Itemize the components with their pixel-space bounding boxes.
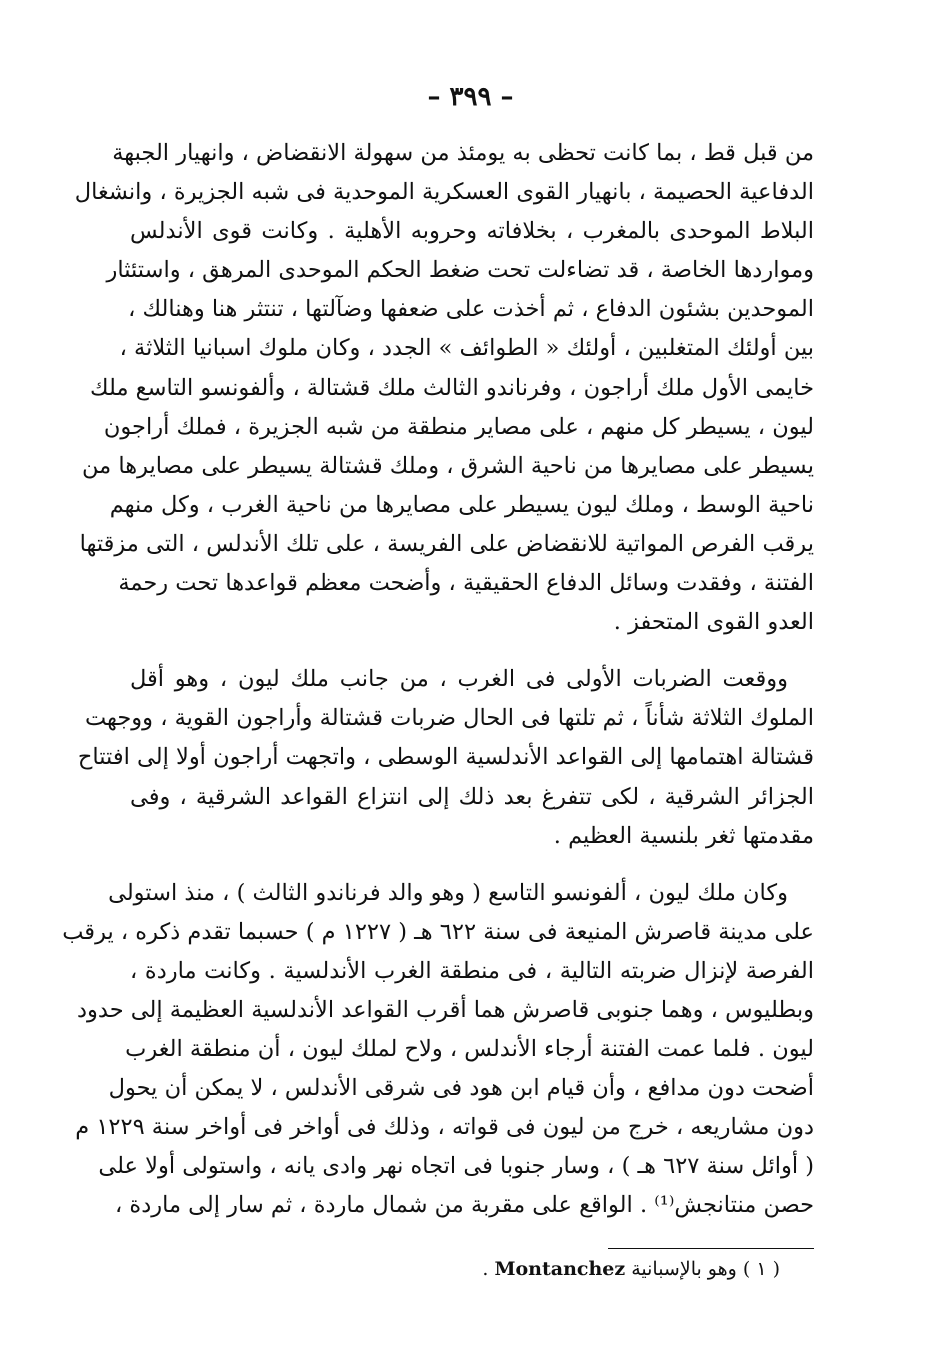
text-line: مقدمتها ثغر بلنسية العظيم .	[553, 822, 814, 849]
paragraph-gap	[130, 642, 814, 660]
text-line: ليون . فلما عمت الفتنة أرجاء الأندلس ، ولاح لملك ليون ، أن منطقة الغرب	[125, 1036, 814, 1063]
text-line: الجزائر الشرقية ، لكى تتفرغ بعد ذلك إلى انتزاع القواعد الشرقية ، وفى	[130, 783, 814, 810]
body-text	[62, 134, 814, 1226]
footnote	[440, 1258, 780, 1280]
text-line: على مدينة قاصرش المنيعة فى سنة ٦٢٢ هـ ( ١٢٢٧ م ) حسبما تقدم ذكره ، يرقب	[62, 918, 814, 945]
footnote-marker: ( ١ )	[742, 1258, 780, 1280]
text-line: أضحت دون مدافع ، وأن قيام ابن هود فى شرقى الأندلس ، لا يمكن أن يحول	[108, 1075, 814, 1102]
text-line: ناحية الوسط ، وملك ليون يسيطر على مصايرها من ناحية الغرب ، وكل منهم	[109, 491, 814, 518]
text-line: الموحدين بشئون الدفاع ، ثم أخذت على ضعفها وضآلتها ، تنتثر هنا وهنالك ،	[128, 296, 814, 323]
footnote-foreign-term: Montanchez	[494, 1258, 626, 1280]
text-line: يسيطر على مصايرها من ناحية الشرق ، وملك قشتالة يسيطر على مصايرها من	[82, 452, 814, 479]
text-line: بين أولئك المتغلبين ، أولئك « الطوائف » الجدد ، وكان ملوك اسبانيا الثلاثة ،	[119, 335, 814, 362]
text-line: الفرصة لإنزال ضربته التالية ، فى منطقة الغرب الأندلسية . وكانت ماردة ،	[130, 957, 814, 984]
page-number: – ٣٩٩ –	[427, 82, 514, 112]
footnote-end: .	[482, 1258, 489, 1280]
text-line: وكان ملك ليون ، ألفونسو التاسع ( وهو والد فرناندو الثالث ) ، منذ استولى	[108, 879, 788, 906]
text-line: وبطليوس ، وهما جنوبى قاصرش هما أقرب القواعد الأندلسية العظيمة إلى حدود	[77, 996, 814, 1023]
footnote-divider	[608, 1248, 814, 1249]
paragraph-gap	[130, 856, 814, 874]
text-line: خايمى الأول ملك أراجون ، وفرناندو الثالث ملك قشتالة ، وألفونسو التاسع ملك	[90, 374, 814, 401]
text-line: ومواردها الخاصة ، قد تضاءلت تحت ضغط الحكم الموحدى المرهق ، واستئثار	[106, 257, 814, 284]
text-line: يرقب الفرص المواتية للانقضاض على الفريسة ، على تلك الأندلس ، التى مزقتها	[79, 530, 814, 557]
paragraph-3	[62, 874, 814, 1226]
text-line: العدو القوى المتحفز .	[613, 609, 814, 636]
text-line: الدفاعية الحصيمة ، بانهيار القوى العسكرية الموحدية فى شبه الجزيرة ، وانشغال	[74, 179, 814, 206]
text-line: من قبل قط ، بما كانت تحظى به يومئذ من سهولة الانقضاض ، وانهيار الجبهة	[112, 140, 814, 166]
text-line: حصن منتانجش⁽¹⁾ . الواقع على مقربة من شمال ماردة ، ثم سار إلى ماردة ،	[115, 1192, 814, 1219]
text-line: ووقعت الضربات الأولى فى الغرب ، من جانب ملك ليون ، وهو أقل	[130, 666, 788, 693]
text-line: ليون ، يسيطر كل منهم ، على مصاير منطقة من شبه الجزيرة ، فملك أراجون	[103, 413, 814, 440]
footnote-text: وهو بالإسبانية	[631, 1258, 737, 1280]
paragraph-2	[77, 660, 814, 855]
text-line: الملوك الثلاثة شأناً ، ثم تلتها فى الحال ضربات قشتالة وأراجون القوية ، ووجهت	[84, 705, 814, 732]
text-line: قشتالة اهتمامها إلى القواعد الأندلسية الوسطى ، واتجهت أراجون أولا إلى افتتاح	[77, 744, 814, 771]
paragraph-1	[74, 134, 814, 642]
text-line: دون مشاريعه ، خرج من ليون فى قواته ، وذلك فى أواخر فى أواخر سنة ١٢٢٩ م	[75, 1114, 814, 1141]
text-line: البلاط الموحدى بالمغرب ، بخلافاته وحروبه الأهلية . وكانت قوى الأندلس	[130, 218, 814, 245]
text-line: ( أوائل سنة ٦٢٧ هـ ) ، وسار جنوبا فى اتجاه نهر وادى يانه ، واستولى أولا على	[98, 1153, 814, 1180]
text-line: الفتنة ، وفقدت وسائل الدفاع الحقيقية ، وأضحت معظم قواعدها تحت رحمة	[118, 570, 814, 597]
